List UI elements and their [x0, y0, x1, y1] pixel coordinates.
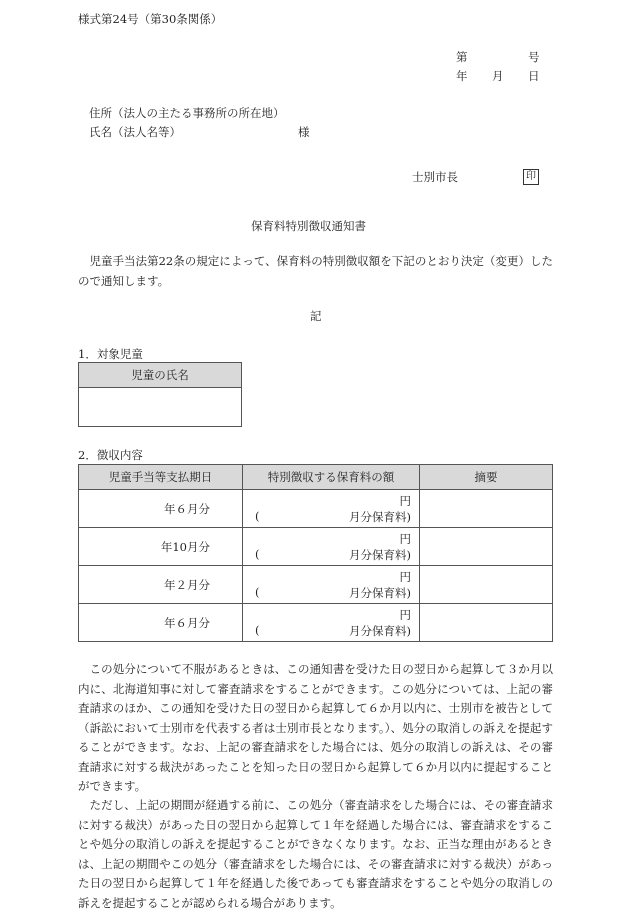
row-period: 年６月分	[79, 490, 243, 528]
issuer-name: 士別市長	[412, 170, 458, 184]
header-payment-date: 児童手当等支払期日	[79, 465, 243, 490]
paren-open: (	[255, 622, 260, 637]
row-fee[interactable]	[243, 604, 420, 642]
row-fee[interactable]	[243, 566, 420, 604]
month-fee-label: 月分保育料)	[349, 585, 411, 600]
document-title: 保育料特別徴収通知書	[251, 219, 366, 233]
date-year: 年	[456, 69, 468, 83]
paren-open: (	[255, 584, 260, 599]
month-fee-label: 月分保育料)	[349, 509, 411, 524]
doc-number-dai: 第	[456, 50, 468, 64]
row-remarks[interactable]	[420, 566, 553, 604]
yen-label: 円	[399, 607, 411, 622]
recipient-name-label: 氏名（法人名等）	[89, 125, 181, 139]
date-month: 月	[492, 69, 504, 83]
row-remarks[interactable]	[420, 604, 553, 642]
section2-heading: 2．徴収内容	[78, 448, 143, 462]
row-period: 年10月分	[79, 528, 243, 566]
paren-open: (	[255, 508, 260, 523]
yen-label: 円	[399, 531, 411, 546]
table-row	[79, 604, 553, 642]
appeal-notice-paragraph-2: ただし、上記の期間が経過する前に、この処分（審査請求をした場合には、その審査請求に対する裁決）があった日の翌日から起算して１年を経過した場合には、審査請求をすることや処分の取消しの訴えを提起することができなくなります。なお、正当な理由があるときは、上記の期間やこの処分（審査請求をした場合には、その審査請求に対する裁決）があった日の翌日から起算して１年を経過した後であっても審査請求をすることや処分の取消しの訴えを提起することが認められる場合があります。	[78, 798, 553, 910]
row-remarks[interactable]	[420, 528, 553, 566]
row-fee[interactable]	[243, 490, 420, 528]
recipient-honorific: 様	[298, 125, 310, 139]
yen-label: 円	[399, 569, 411, 584]
row-period: 年２月分	[79, 566, 243, 604]
date-day: 日	[528, 69, 540, 83]
collection-table	[78, 464, 553, 642]
child-name-header: 児童の氏名	[79, 363, 242, 388]
section1-heading: 1．対象児童	[78, 347, 143, 361]
intro-paragraph: 児童手当法第22条の規定によって、保育料の特別徴収額を下記のとおり決定（変更）したので通知します。	[78, 254, 553, 288]
paren-open: (	[255, 546, 260, 561]
recipient-address-label: 住所（法人の主たる事務所の所在地）	[89, 106, 285, 120]
table-row	[79, 490, 553, 528]
ki-heading: 記	[310, 309, 322, 323]
header-fee-amount: 特別徴収する保育料の額	[243, 465, 420, 490]
header-remarks: 摘要	[420, 465, 553, 490]
child-table	[78, 362, 242, 427]
table-row	[79, 528, 553, 566]
month-fee-label: 月分保育料)	[349, 623, 411, 638]
row-period: 年６月分	[79, 604, 243, 642]
row-fee[interactable]	[243, 528, 420, 566]
yen-label: 円	[399, 493, 411, 508]
child-name-cell[interactable]	[79, 388, 242, 427]
month-fee-label: 月分保育料)	[349, 547, 411, 562]
doc-number-go: 号	[528, 50, 540, 64]
form-number: 様式第24号（第30条関係）	[78, 12, 223, 26]
seal-mark: 印	[523, 169, 539, 185]
table-row	[79, 566, 553, 604]
appeal-notice-paragraph-1: この処分について不服があるときは、この通知書を受けた日の翌日から起算して３か月以内に、北海道知事に対して審査請求をすることができます。この処分については、上記の審査請求のほか、この通知を受けた日の翌日から起算して６か月以内に、士別市を被告として（訴訟において士別市を代表する者は士別市長となります。）、処分の取消しの訴えを提起することができます。なお、上記の審査請求をした場合には、処分の取消しの訴えは、その審査請求に対する裁決があったことを知った日の翌日から起算して６か月以内に提起することができます。	[78, 662, 553, 793]
row-remarks[interactable]	[420, 490, 553, 528]
